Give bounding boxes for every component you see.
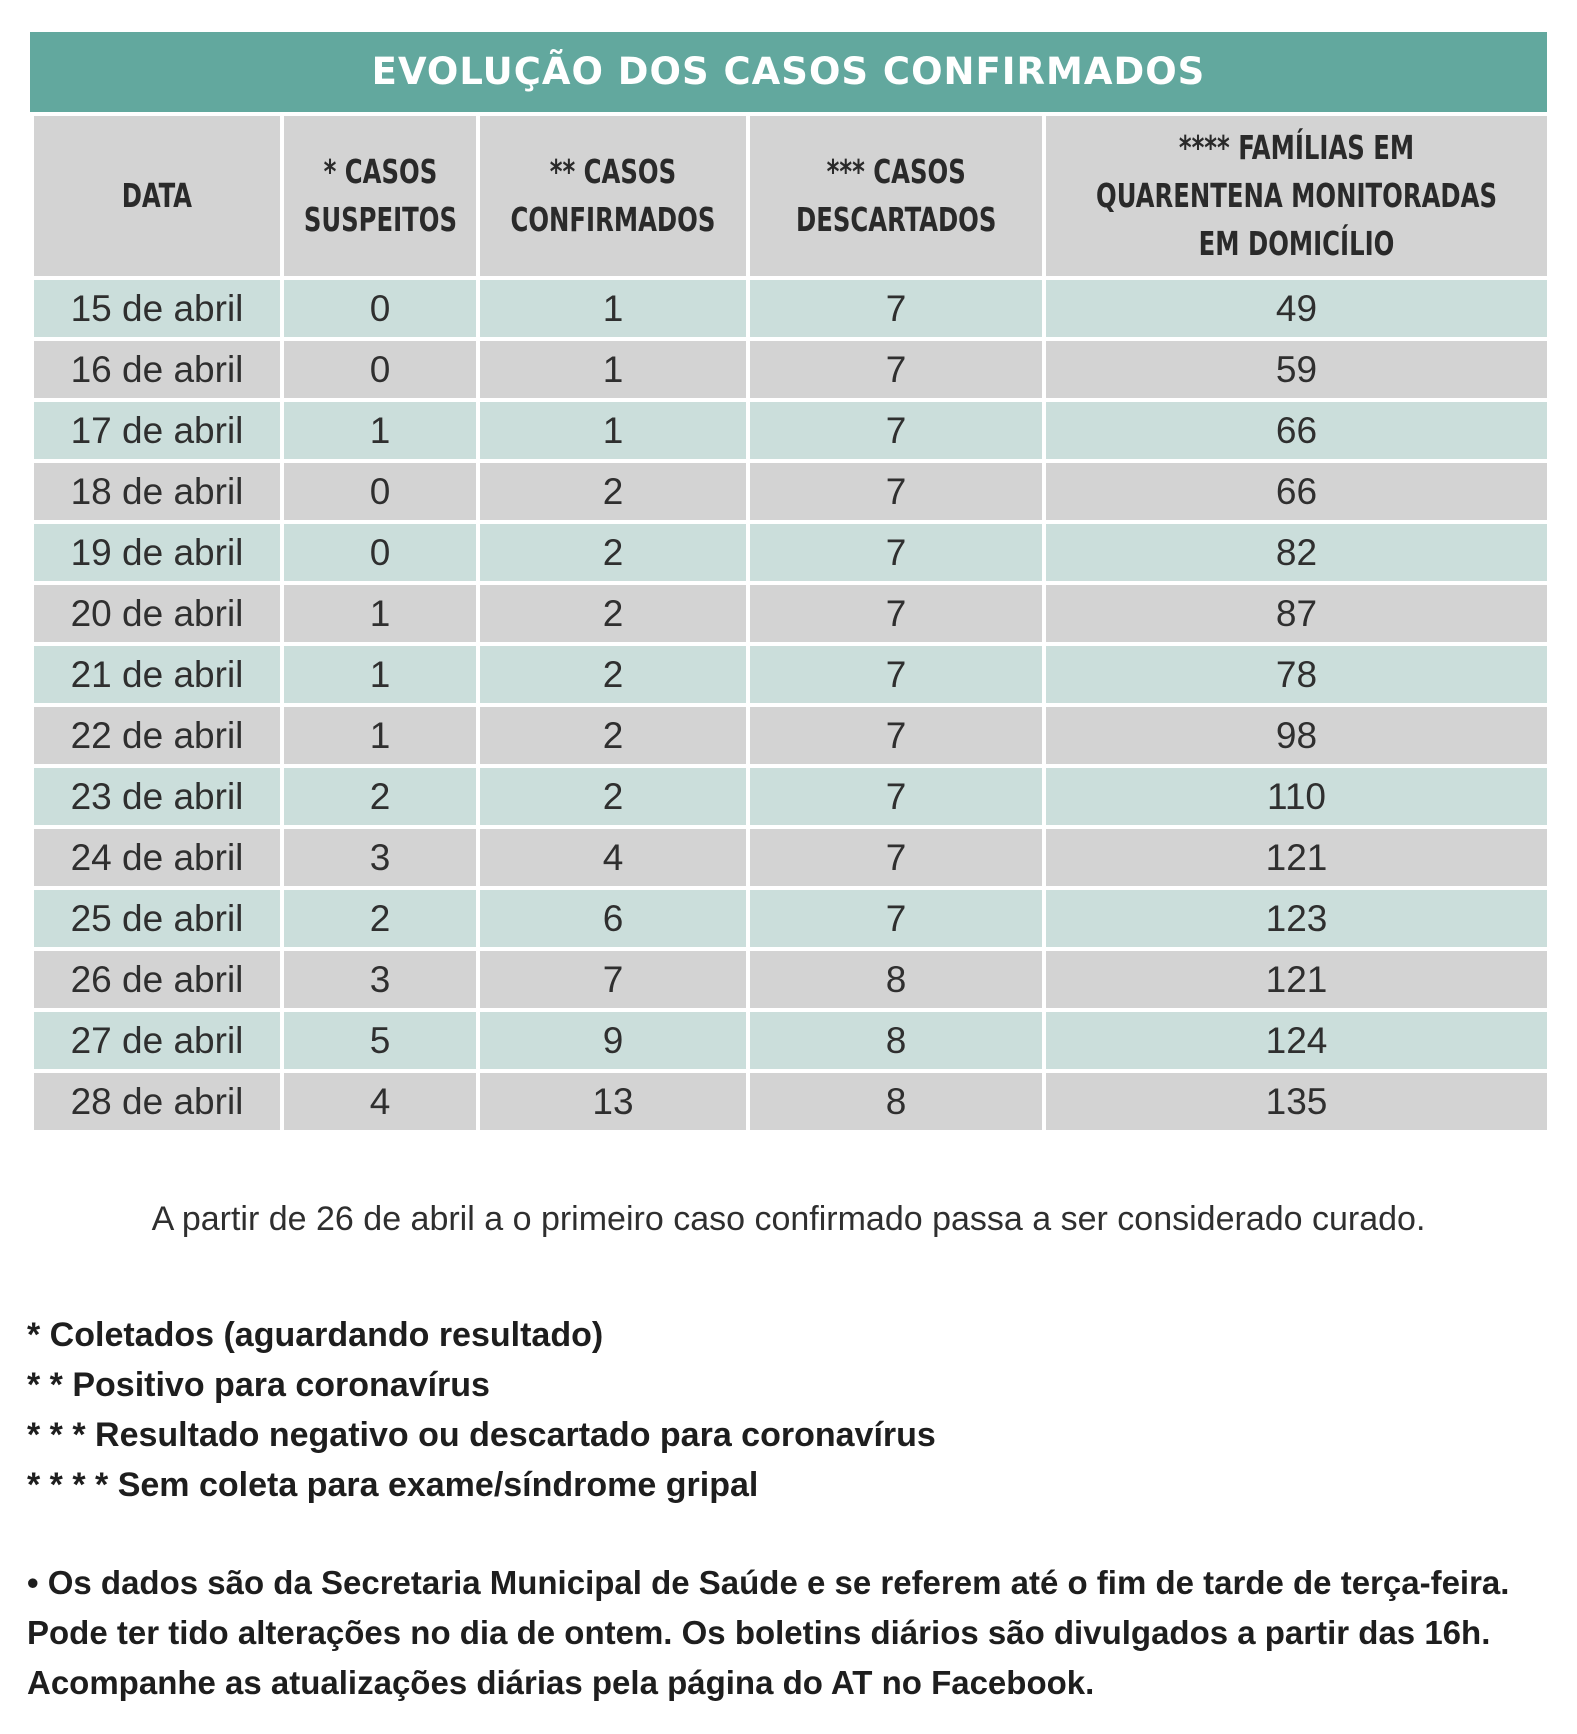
families-cell: 59 <box>1044 339 1549 400</box>
header-discarded-cases: *** CASOS DESCARTADOS <box>748 114 1044 278</box>
discarded-cell: 7 <box>748 583 1044 644</box>
suspected-cell: 0 <box>282 339 478 400</box>
table-row <box>32 949 1549 1010</box>
families-cell: 66 <box>1044 400 1549 461</box>
suspected-cell: 2 <box>282 888 478 949</box>
suspected-cell: 0 <box>282 522 478 583</box>
legend-item-discarded: * * * Resultado negativo ou descartado para coronavírus <box>27 1416 936 1454</box>
discarded-cell: 7 <box>748 644 1044 705</box>
table-header-row <box>32 114 1549 278</box>
suspected-cell: 2 <box>282 766 478 827</box>
families-cell: 124 <box>1044 1010 1549 1071</box>
confirmed-cell: 1 <box>478 339 748 400</box>
date-cell: 21 de abril <box>32 644 282 705</box>
suspected-cell: 0 <box>282 461 478 522</box>
families-cell: 82 <box>1044 522 1549 583</box>
table-row <box>32 522 1549 583</box>
families-cell: 98 <box>1044 705 1549 766</box>
legend-item-confirmed: * * Positivo para coronavírus <box>27 1366 490 1404</box>
suspected-cell: 1 <box>282 400 478 461</box>
cases-table-container <box>30 32 1547 1134</box>
table-row <box>32 1010 1549 1071</box>
discarded-cell: 7 <box>748 400 1044 461</box>
confirmed-cell: 2 <box>478 522 748 583</box>
discarded-cell: 7 <box>748 827 1044 888</box>
date-cell: 17 de abril <box>32 400 282 461</box>
header-suspected-cases: * CASOS SUSPEITOS <box>282 114 478 278</box>
date-cell: 18 de abril <box>32 461 282 522</box>
confirmed-cell: 7 <box>478 949 748 1010</box>
table-row <box>32 278 1549 339</box>
confirmed-cell: 6 <box>478 888 748 949</box>
confirmed-cell: 2 <box>478 644 748 705</box>
date-cell: 24 de abril <box>32 827 282 888</box>
table-body <box>32 278 1549 1132</box>
confirmed-cell: 2 <box>478 766 748 827</box>
discarded-cell: 7 <box>748 278 1044 339</box>
suspected-cell: 5 <box>282 1010 478 1071</box>
table-row <box>32 644 1549 705</box>
suspected-cell: 4 <box>282 1071 478 1132</box>
families-cell: 87 <box>1044 583 1549 644</box>
date-cell: 20 de abril <box>32 583 282 644</box>
families-cell: 66 <box>1044 461 1549 522</box>
date-cell: 22 de abril <box>32 705 282 766</box>
confirmed-cell: 2 <box>478 583 748 644</box>
table-row <box>32 583 1549 644</box>
table-row <box>32 705 1549 766</box>
header-date: DATA <box>32 114 282 278</box>
table-row <box>32 888 1549 949</box>
suspected-cell: 1 <box>282 644 478 705</box>
discarded-cell: 8 <box>748 1071 1044 1132</box>
confirmed-cell: 2 <box>478 461 748 522</box>
suspected-cell: 0 <box>282 278 478 339</box>
families-cell: 49 <box>1044 278 1549 339</box>
date-cell: 16 de abril <box>32 339 282 400</box>
cured-note: A partir de 26 de abril a o primeiro caso confirmado passa a ser considerado curado. <box>151 1200 1426 1238</box>
table-row <box>32 461 1549 522</box>
table-row <box>32 766 1549 827</box>
confirmed-cell: 2 <box>478 705 748 766</box>
date-cell: 23 de abril <box>32 766 282 827</box>
confirmed-cell: 1 <box>478 400 748 461</box>
legend-item-families: * * * * Sem coleta para exame/síndrome gripal <box>27 1466 759 1504</box>
date-cell: 19 de abril <box>32 522 282 583</box>
header-confirmed-cases: ** CASOS CONFIRMADOS <box>478 114 748 278</box>
date-cell: 27 de abril <box>32 1010 282 1071</box>
table-row <box>32 827 1549 888</box>
suspected-cell: 1 <box>282 705 478 766</box>
discarded-cell: 7 <box>748 766 1044 827</box>
confirmed-cell: 9 <box>478 1010 748 1071</box>
families-cell: 121 <box>1044 827 1549 888</box>
discarded-cell: 8 <box>748 1010 1044 1071</box>
discarded-cell: 7 <box>748 522 1044 583</box>
families-cell: 121 <box>1044 949 1549 1010</box>
legend <box>27 1310 936 1510</box>
suspected-cell: 1 <box>282 583 478 644</box>
discarded-cell: 7 <box>748 461 1044 522</box>
suspected-cell: 3 <box>282 949 478 1010</box>
discarded-cell: 7 <box>748 339 1044 400</box>
table-row <box>32 1071 1549 1132</box>
families-cell: 78 <box>1044 644 1549 705</box>
date-cell: 15 de abril <box>32 278 282 339</box>
confirmed-cell: 1 <box>478 278 748 339</box>
cases-table <box>30 112 1551 1134</box>
legend-item-suspected: * Coletados (aguardando resultado) <box>27 1316 604 1354</box>
discarded-cell: 7 <box>748 705 1044 766</box>
date-cell: 28 de abril <box>32 1071 282 1132</box>
header-quarantined-families: **** FAMÍLIAS EM QUARENTENA MONITORADAS EM DOMICÍLIO <box>1044 114 1549 278</box>
table-title: EVOLUÇÃO DOS CASOS CONFIRMADOS <box>30 32 1547 112</box>
date-cell: 26 de abril <box>32 949 282 1010</box>
table-row <box>32 339 1549 400</box>
families-cell: 110 <box>1044 766 1549 827</box>
confirmed-cell: 13 <box>478 1071 748 1132</box>
discarded-cell: 8 <box>748 949 1044 1010</box>
table-row <box>32 400 1549 461</box>
date-cell: 25 de abril <box>32 888 282 949</box>
families-cell: 135 <box>1044 1071 1549 1132</box>
suspected-cell: 3 <box>282 827 478 888</box>
discarded-cell: 7 <box>748 888 1044 949</box>
confirmed-cell: 4 <box>478 827 748 888</box>
families-cell: 123 <box>1044 888 1549 949</box>
source-note: • Os dados são da Secretaria Municipal de Saúde e se referem até o fim de tarde de terça-feira. Pode ter tido alterações no dia de ontem. Os boletins diários são divulgados a partir das 16h. Acompanhe as atualizações diárias pela página do AT no Facebook. <box>27 1564 1510 1701</box>
